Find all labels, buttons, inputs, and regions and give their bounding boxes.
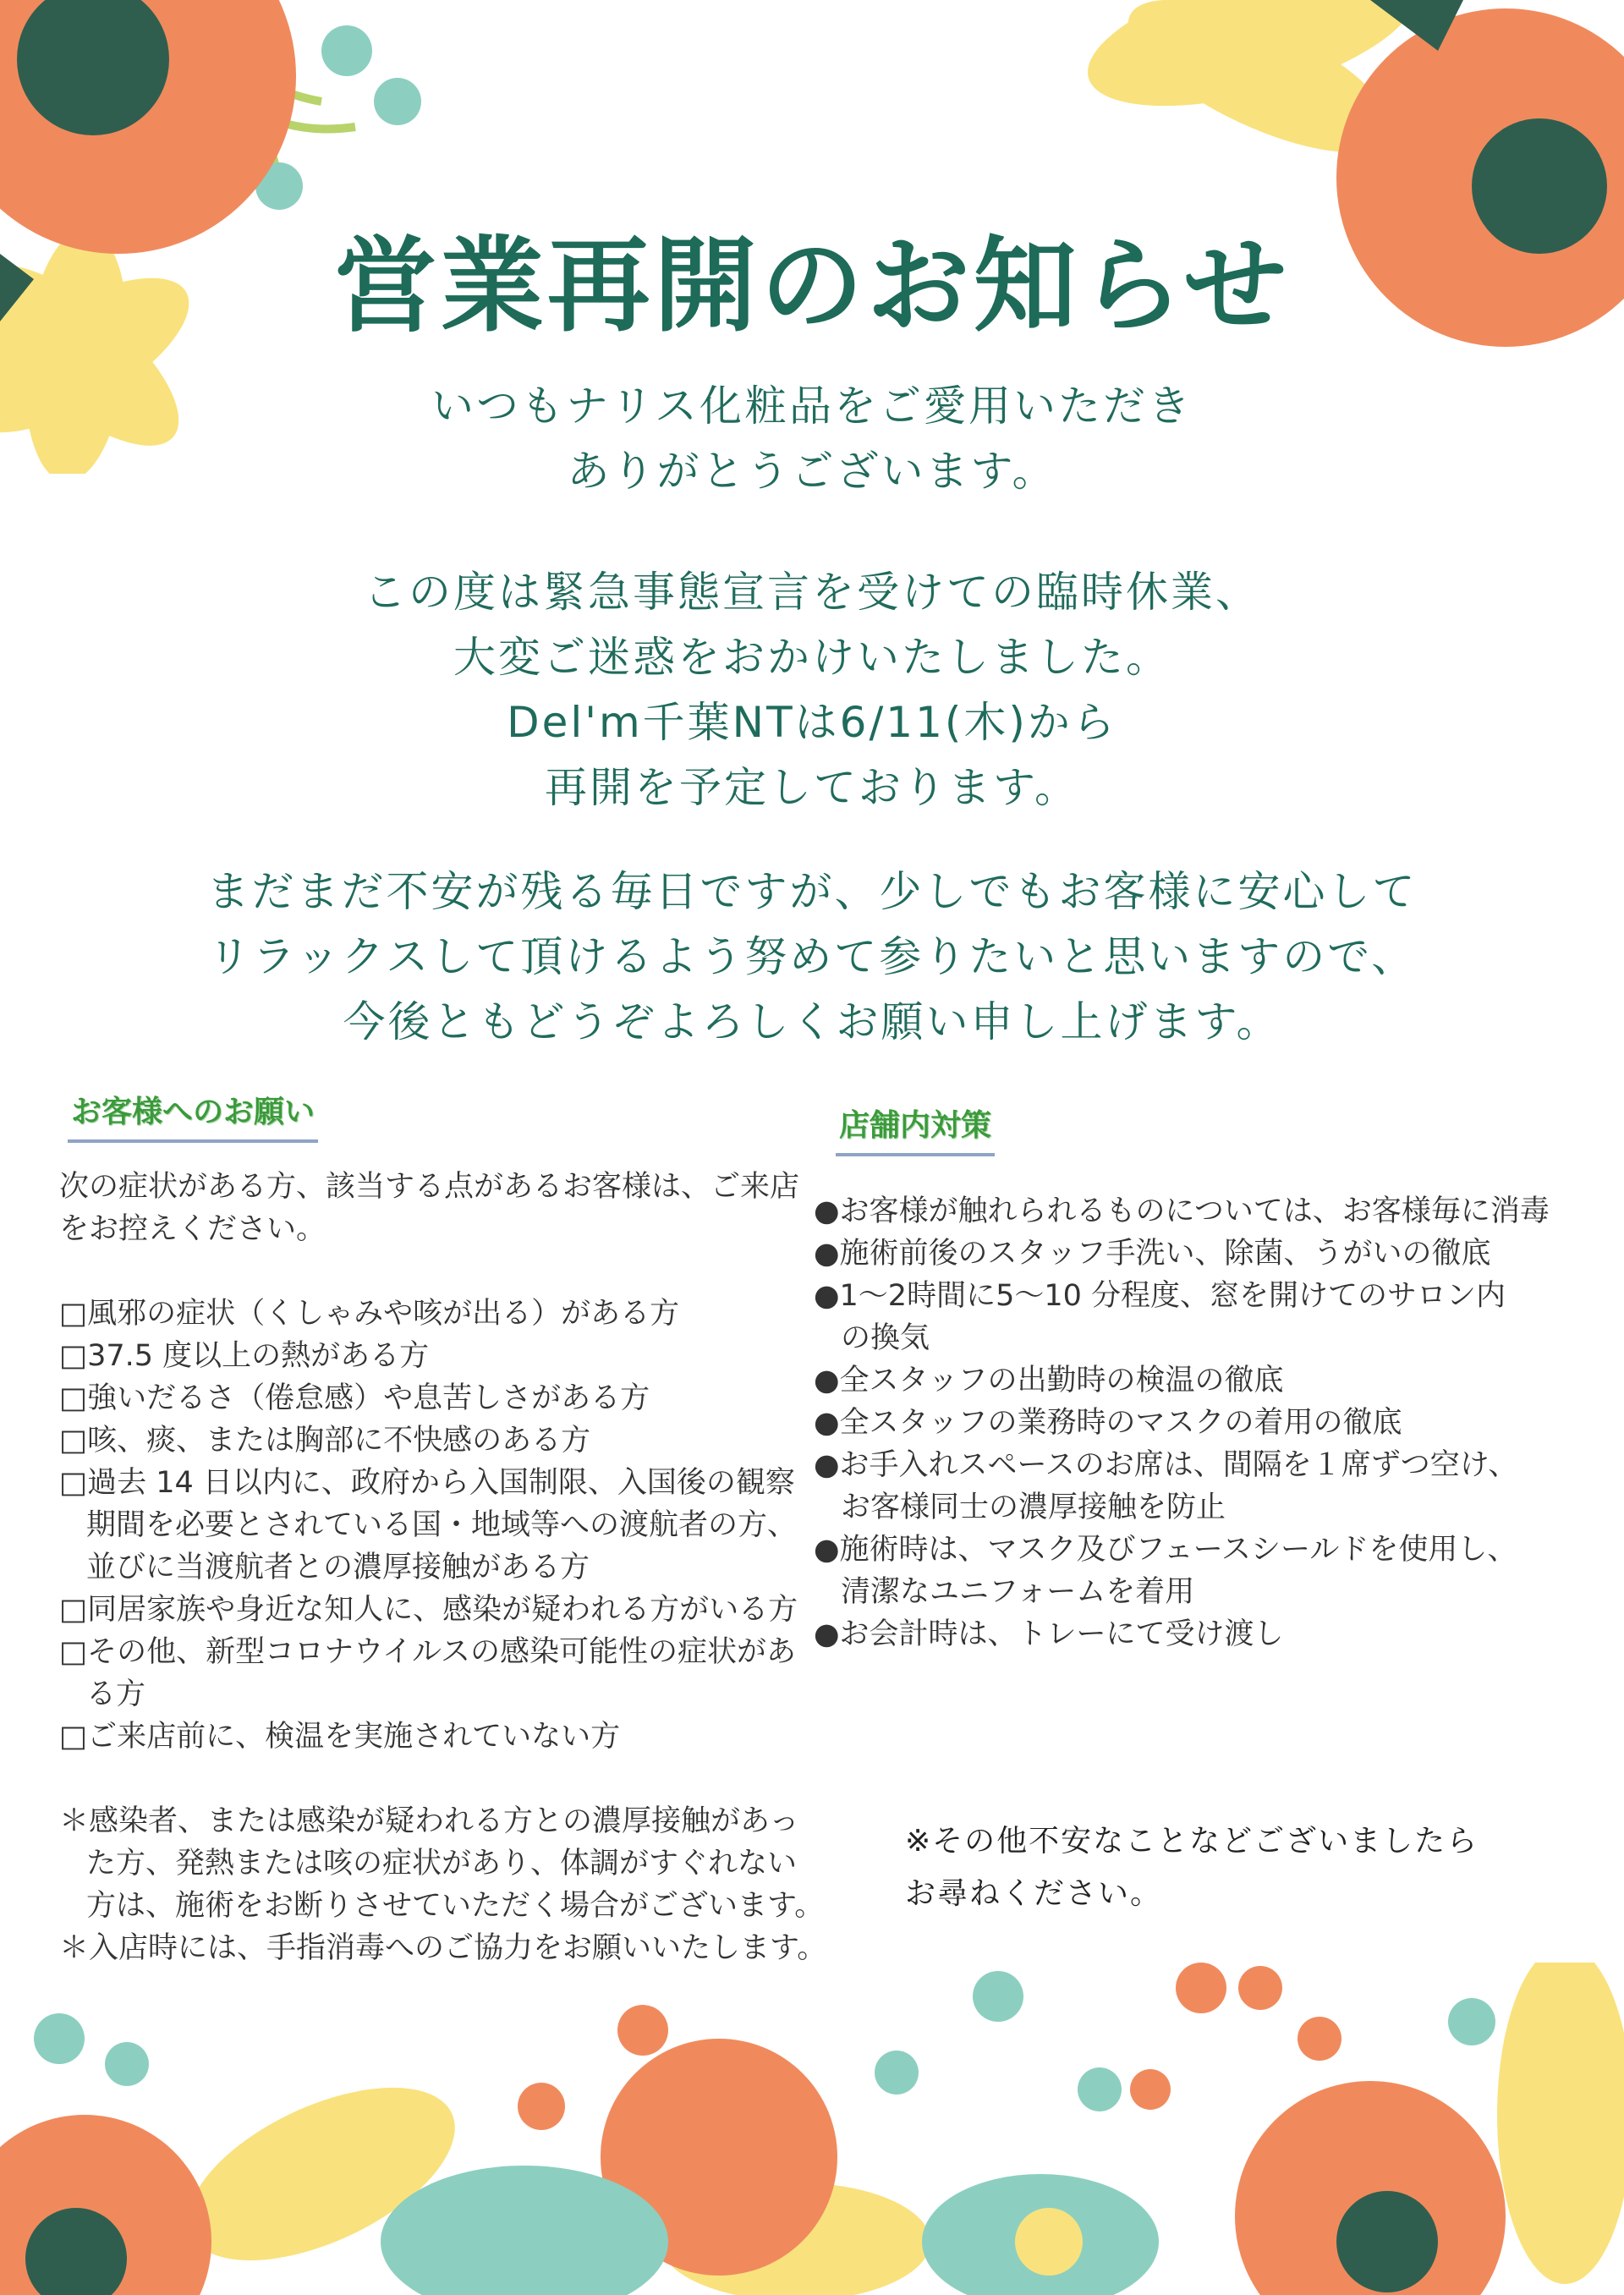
lead-line: をお控えください。	[59, 1212, 326, 1246]
intro-paragraph-1	[0, 374, 1624, 504]
store-measures-heading: 店舗内対策	[836, 1101, 995, 1156]
bottom-flowers-decoration	[0, 1963, 1624, 2295]
customer-requests-heading: お客様へのお願い	[68, 1088, 318, 1143]
checklist-item-cont: 期間を必要とされている国・地域等への渡航者の方、	[86, 1508, 798, 1542]
measure-item: ●施術前後のスタッフ手洗い、除菌、うがいの徹底	[814, 1237, 1491, 1271]
measure-item: ●お会計時は、トレーにて受け渡し	[814, 1617, 1284, 1651]
intro-paragraph-2	[0, 560, 1624, 821]
measure-item: ●1～2時間に5～10 分程度、窓を開けてのサロン内	[814, 1279, 1506, 1313]
measure-item: ●全スタッフの出勤時の検温の徹底	[814, 1364, 1284, 1397]
checklist-item: □強いだるさ（倦怠感）や息苦しさがある方	[59, 1381, 650, 1415]
note-line: ＊感染者、または感染が疑われる方との濃厚接触があっ	[59, 1804, 799, 1838]
page-title: 営業再開のお知らせ	[333, 226, 1291, 346]
intro-line: まだまだ不安が残る毎日ですが、少しでもお客様に安心して	[206, 867, 1418, 916]
measure-item-cont: の換気	[841, 1321, 930, 1355]
measure-item: ●全スタッフの業務時のマスクの着用の徹底	[814, 1406, 1402, 1440]
intro-line: ありがとうございます。	[567, 447, 1057, 496]
note-line: た方、発熱または咳の症状があり、体調がすぐれない	[86, 1847, 798, 1880]
reopening-date-line: Del'm千葉NTは6/11(木)から	[507, 698, 1117, 747]
note-line: ＊入店時には、手指消毒へのご協力をお願いいたします。	[59, 1931, 827, 1965]
measure-item: ●お客様が触れられるものについては、お客様毎に消毒	[814, 1194, 1550, 1228]
checklist-item: □その他、新型コロナウイルスの感染可能性の症状があ	[59, 1635, 796, 1669]
intro-line: いつもナリス化粧品をご愛用いただき	[431, 382, 1193, 431]
customer-requests-section	[59, 1166, 826, 1969]
store-measures-section	[814, 1190, 1550, 1655]
intro-line: 再開を予定しております。	[545, 763, 1079, 812]
measure-item: ●お手入れスペースのお席は、間隔を１席ずつ空け、	[814, 1448, 1518, 1482]
intro-line: この度は緊急事態宣言を受けての臨時休業、	[364, 568, 1260, 617]
checklist-item: □風邪の症状（くしゃみや咳が出る）がある方	[59, 1297, 680, 1331]
measure-item-cont: お客様同士の濃厚接触を防止	[841, 1491, 1226, 1524]
note-line: 方は、施術をお断りさせていただく場合がございます。	[86, 1889, 825, 1923]
intro-line: 大変ご迷惑をおかけいたしました。	[453, 633, 1171, 682]
checklist-item: □37.5 度以上の熱がある方	[59, 1339, 430, 1373]
intro-line: リラックスして頂けるよう努めて参りたいと思いますので、	[207, 932, 1417, 981]
checklist-item: □同居家族や身近な知人に、感染が疑われる方がいる方	[59, 1593, 798, 1627]
checklist-item: □咳、痰、または胸部に不快感のある方	[59, 1424, 591, 1458]
measure-item: ●施術時は、マスク及びフェースシールドを使用し、	[814, 1533, 1517, 1567]
inquiry-note-line: お尋ねください。	[905, 1876, 1163, 1911]
intro-paragraph-3	[0, 859, 1624, 1055]
measure-item-cont: 清潔なユニフォームを着用	[841, 1575, 1195, 1609]
intro-line: 今後ともどうぞよろしくお願い申し上げます。	[343, 997, 1281, 1046]
checklist-item-cont: る方	[86, 1677, 146, 1711]
lead-line: 次の症状がある方、該当する点があるお客様は、ご来店	[59, 1170, 800, 1204]
checklist-item: □過去 14 日以内に、政府から入国制限、入国後の観察	[59, 1466, 795, 1500]
checklist-item: □ご来店前に、検温を実施されていない方	[59, 1720, 621, 1754]
checklist-item-cont: 並びに当渡航者との濃厚接触がある方	[86, 1551, 590, 1584]
inquiry-note	[905, 1815, 1479, 1920]
inquiry-note-line: ※その他不安なことなどございましたら	[905, 1824, 1479, 1859]
